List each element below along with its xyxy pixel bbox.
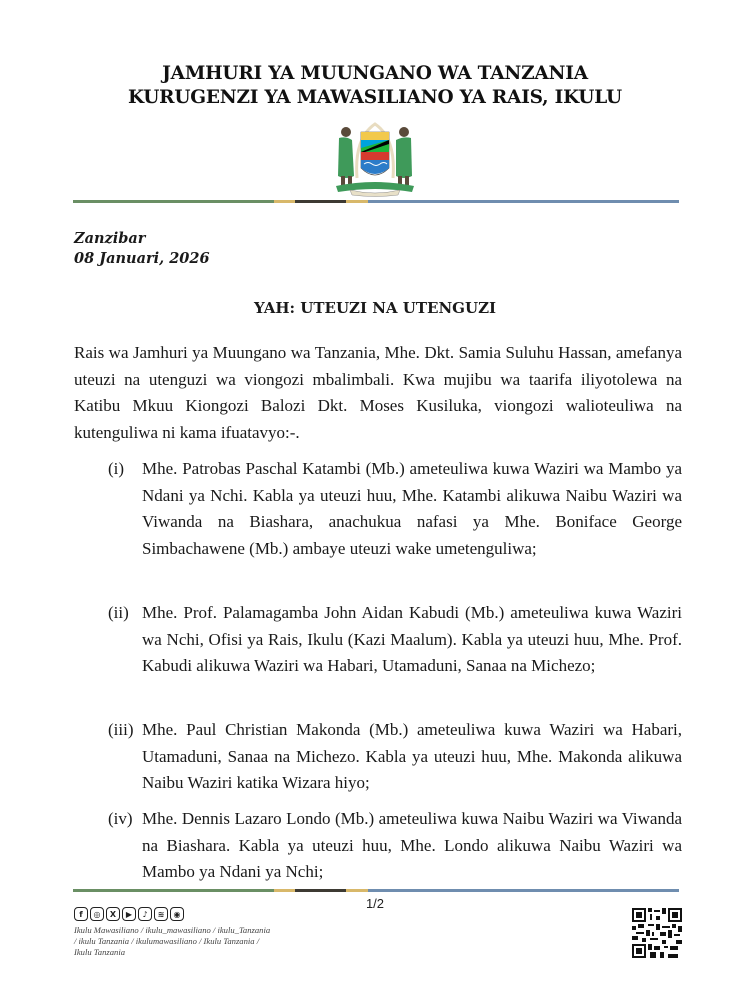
- tricolor-divider-bottom: [73, 889, 679, 892]
- date: 08 Januari, 2026: [74, 250, 210, 267]
- list-item-number: (iii): [108, 720, 134, 739]
- youtube-icon[interactable]: ▶: [122, 907, 136, 921]
- location-date: [74, 229, 210, 269]
- spotify-icon[interactable]: ≋: [154, 907, 168, 921]
- list-item-number: (iv): [108, 809, 133, 828]
- list-item-text: Mhe. Paul Christian Makonda (Mb.) ameteuliwa kuwa Waziri wa Habari, Utamaduni, Sanaa na Michezo. Kabla ya uteuzi huu, Mhe. Makonda alikuwa Naibu Waziri katika Wizara hiyo;: [142, 720, 682, 792]
- facebook-icon[interactable]: f: [74, 907, 88, 921]
- location: Zanzibar: [74, 230, 146, 247]
- list-item: [108, 717, 682, 797]
- qr-code-icon[interactable]: [632, 908, 682, 958]
- list-item: [108, 806, 682, 886]
- list-item-number: (ii): [108, 603, 129, 622]
- coat-of-arms-icon: [324, 118, 426, 198]
- page-number: 1/2: [365, 896, 385, 911]
- intro-paragraph: Rais wa Jamhuri ya Muungano wa Tanzania, Mhe. Dkt. Samia Suluhu Hassan, amefanya uteuzi na utenguzi wa viongozi mbalimbali. Kwa mujibu wa taarifa iliyotolewa na Katibu Mkuu Kiongozi Balozi Dkt. Moses Kusiluka, viongozi walioteuliwa na kutenguliwa ni kama ifuatavyo:-.: [74, 343, 682, 442]
- tiktok-icon[interactable]: ♪: [138, 907, 152, 921]
- podcast-icon[interactable]: ◉: [170, 907, 184, 921]
- letterhead-line-2: KURUGENZI YA MAWASILIANO YA RAIS, IKULU: [128, 87, 622, 108]
- list-item: [108, 600, 682, 680]
- social-handles: Ikulu Mawasiliano / ikulu_mawasiliano / ikulu_Tanzania / ikulu Tanzania / ikulumawasiliano / Ikulu Tanzania / Ikulu Tanzania: [74, 925, 271, 957]
- tricolor-divider-top: [73, 200, 679, 203]
- letterhead-line-1: JAMHURI YA MUUNGANO WA TANZANIA: [162, 63, 588, 84]
- list-item-text: Mhe. Dennis Lazaro Londo (Mb.) ameteuliwa kuwa Naibu Waziri wa Viwanda na Biashara. Kabla ya uteuzi huu, Mhe. Londo alikuwa Naibu Waziri wa Mambo ya Ndani ya Nchi;: [142, 809, 682, 881]
- instagram-icon[interactable]: ◎: [90, 907, 104, 921]
- subject-heading: YAH: UTEUZI NA UTENGUZI: [253, 299, 497, 317]
- x-icon[interactable]: X: [106, 907, 120, 921]
- social-icons: [74, 907, 184, 921]
- list-item-text: Mhe. Patrobas Paschal Katambi (Mb.) ameteuliwa kuwa Waziri wa Mambo ya Ndani ya Nchi. Kabla ya uteuzi huu, Mhe. Katambi alikuwa Naibu Waziri wa Viwanda na Biashara, anachukua nafasi ya Mhe. Boniface George Simbachawene (Mb.) ambaye uteuzi wake umetenguliwa;: [142, 459, 682, 558]
- list-item-number: (i): [108, 459, 125, 478]
- list-item-text: Mhe. Prof. Palamagamba John Aidan Kabudi (Mb.) ameteuliwa kuwa Waziri wa Nchi, Ofisi ya Rais, Ikulu (Kazi Maalum). Kabla ya uteuzi huu, Mhe. Prof. Kabudi alikuwa Waziri wa Habari, Utamaduni, Sanaa na Michezo;: [142, 603, 682, 675]
- list-item: [108, 456, 682, 562]
- letterhead: [0, 62, 750, 110]
